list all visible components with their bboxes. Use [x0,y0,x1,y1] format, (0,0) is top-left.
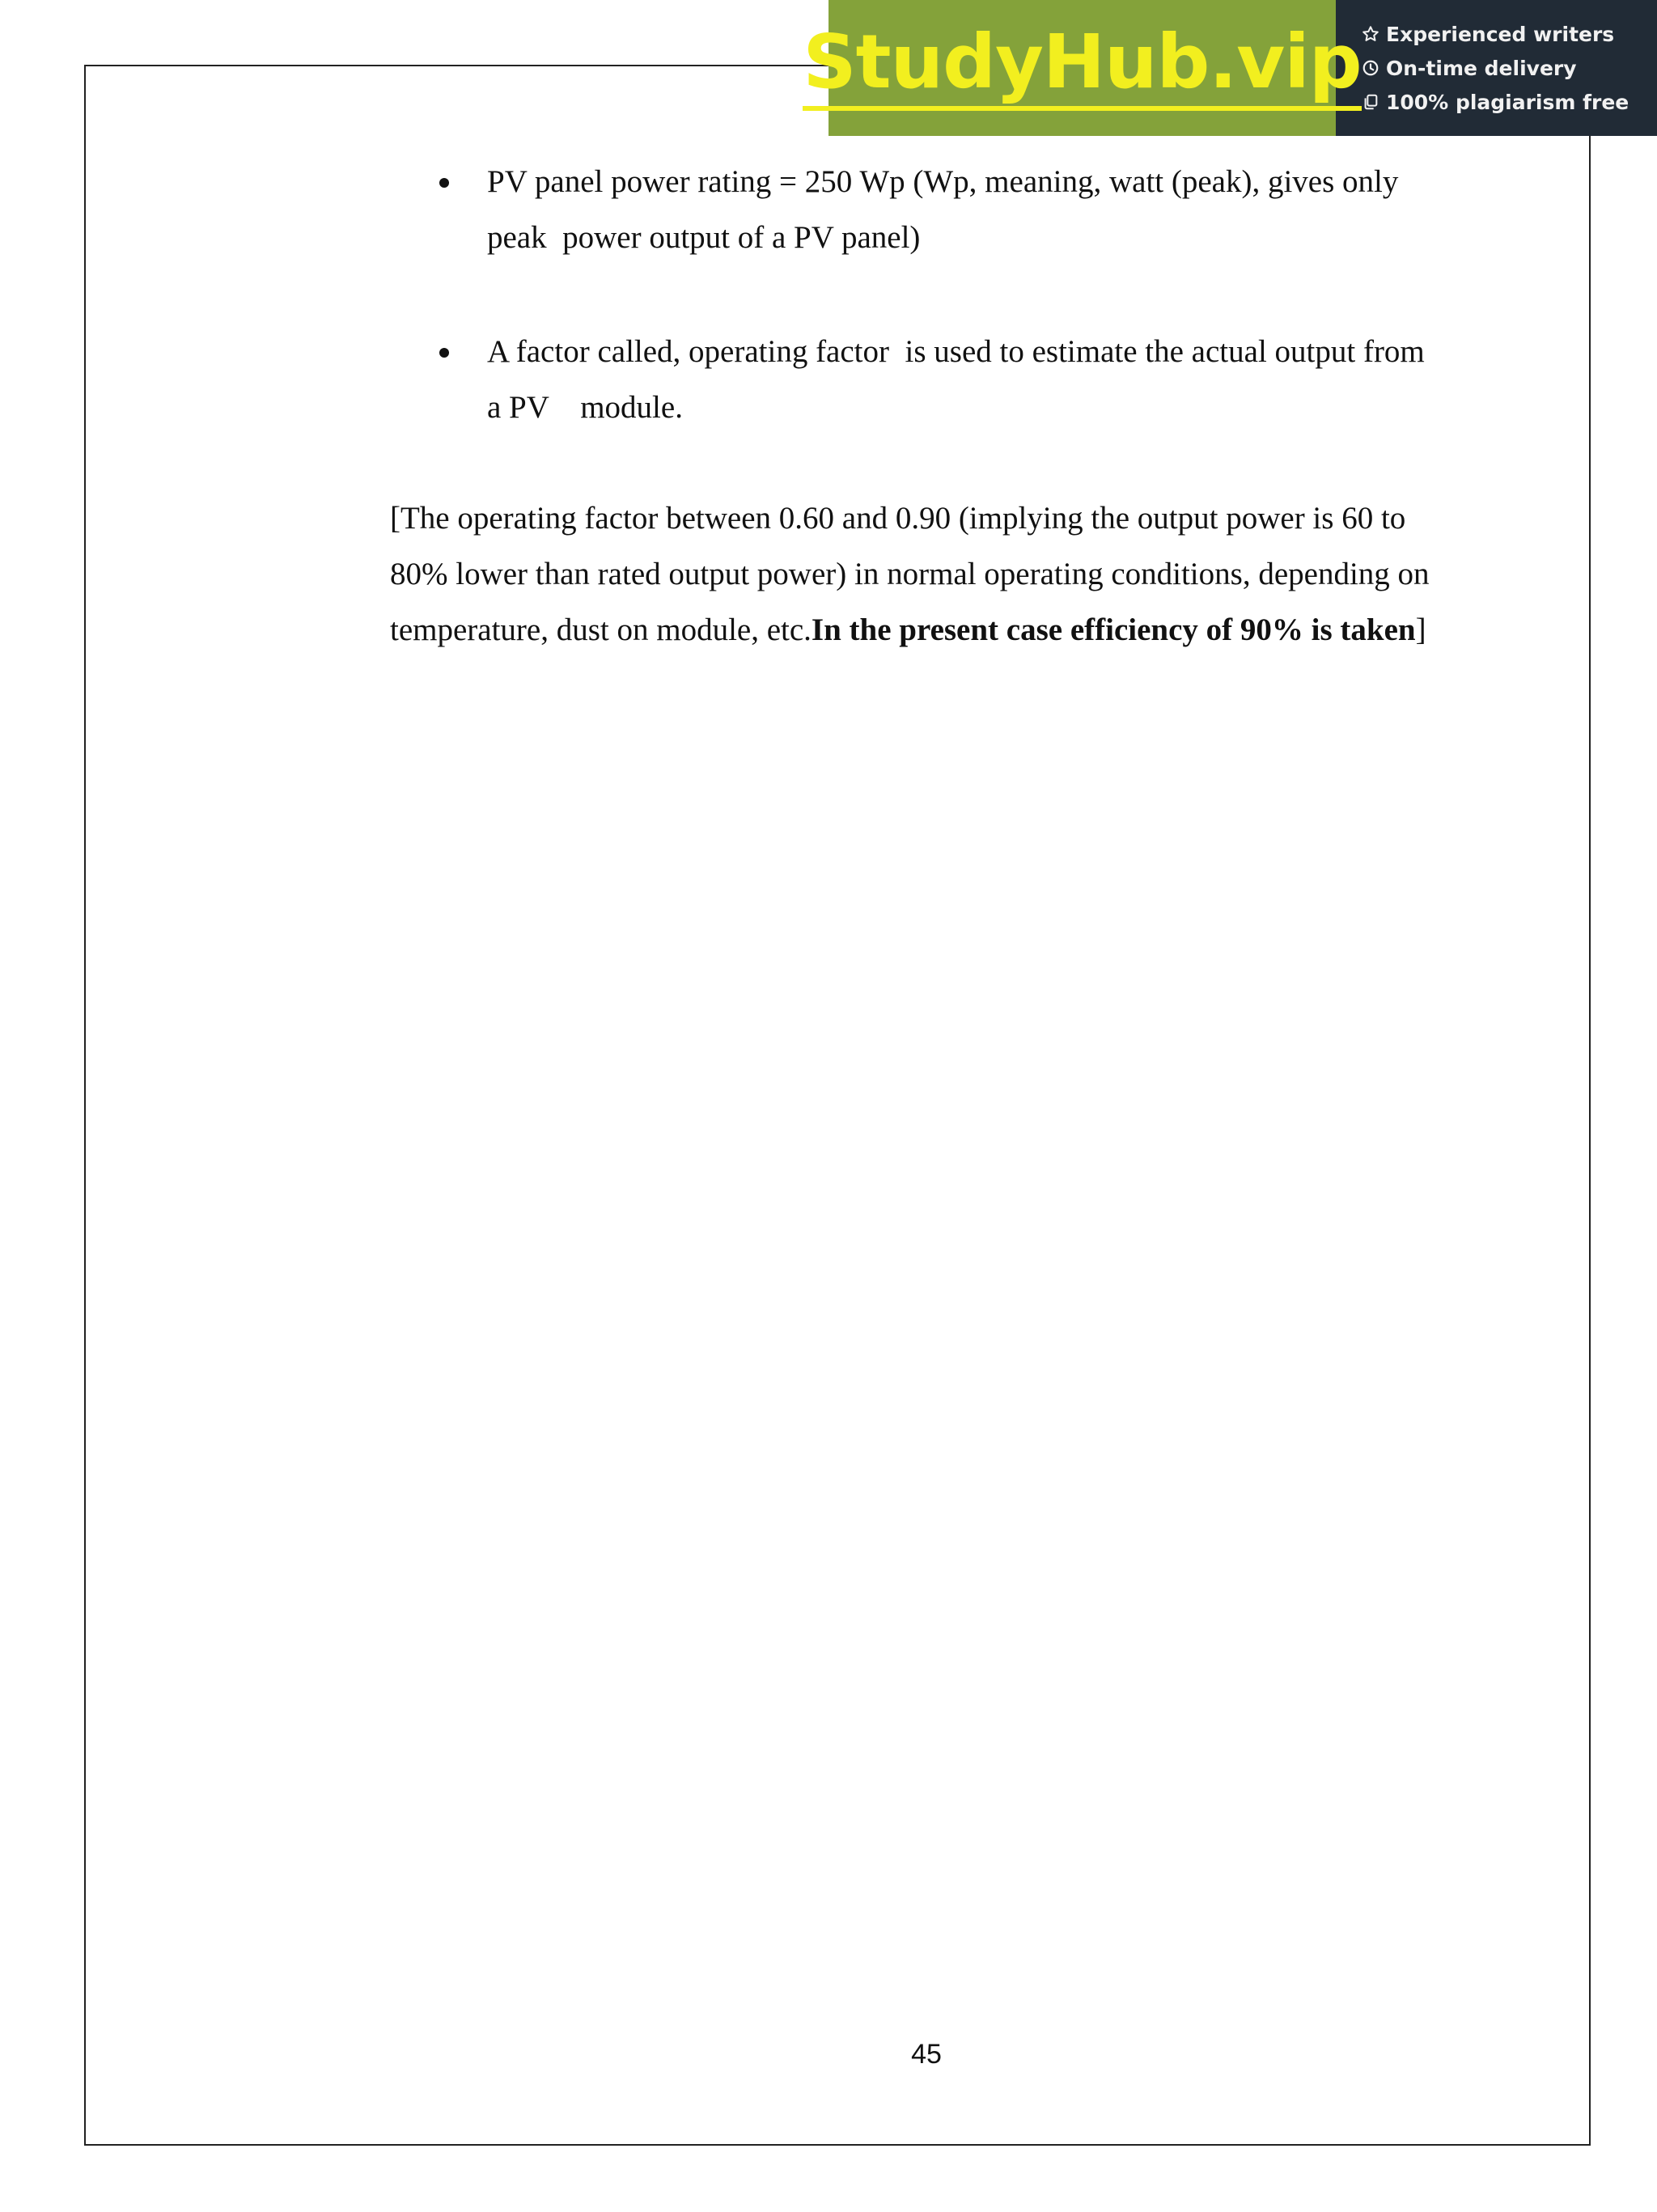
bullet-marker [439,348,449,358]
bullet-item-operating-factor [390,324,1466,435]
bullet-line: A factor called, operating factor is used to estimate the actual output from [487,334,1425,369]
page-number: 45 [911,2039,942,2070]
paragraph-line: [The operating factor between 0.60 and 0.90 (implying the output power is 60 to [390,501,1406,536]
bullet-line: a PV module. [487,390,683,425]
paragraph-text: temperature, dust on module, etc. [390,612,812,647]
feature-label: On-time delivery [1386,56,1577,80]
feature-label: 100% plagiarism free [1386,90,1629,114]
bullet-line: PV panel power rating = 250 Wp (Wp, meaning, watt (peak), gives only [487,164,1399,199]
feature-plagiarism-free [1362,87,1657,117]
feature-on-time-delivery [1362,53,1657,83]
bullet-list [390,154,1466,435]
brand-logo-text[interactable]: StudyHub.vip [803,25,1361,111]
operating-factor-paragraph [390,490,1466,658]
document-body [390,154,1466,658]
bullet-marker [439,178,449,188]
clock-icon [1362,59,1379,77]
paragraph-bold-text: In the present case efficiency of 90% is taken [811,612,1416,647]
banner-features-panel [1336,0,1657,136]
paragraph-closing-bracket: ] [1415,612,1426,647]
copy-icon [1362,93,1379,111]
advert-banner[interactable] [803,0,1657,136]
feature-experienced-writers [1362,19,1657,49]
banner-brand-panel[interactable] [803,0,1362,136]
paragraph-line [390,602,1466,658]
feature-label: Experienced writers [1386,22,1615,46]
star-outline-icon [1362,25,1379,43]
paragraph-line: 80% lower than rated output power) in normal operating conditions, depending on [390,557,1430,591]
bullet-line: peak power output of a PV panel) [487,220,921,255]
bullet-item-panel-rating [390,154,1466,265]
